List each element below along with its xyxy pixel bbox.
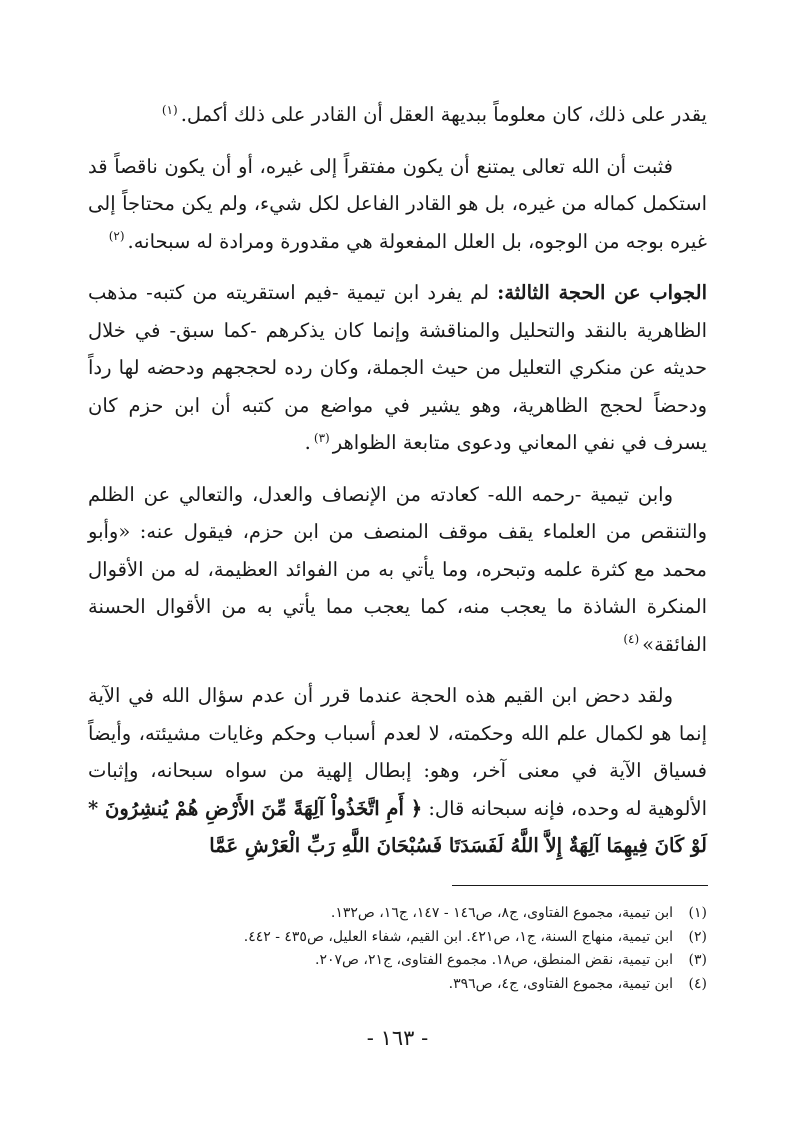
- paragraph-2: [88, 148, 707, 261]
- footnote-text: ابن تيمية، منهاج السنة، ج١، ص٤٢١. ابن القيم، شفاء العليل، ص٤٣٥ - ٤٤٢.: [243, 928, 673, 945]
- footnote-number: (١): [688, 905, 707, 921]
- footnote-item: [88, 973, 707, 997]
- paragraph-2-text: فثبت أن الله تعالى يمتنع أن يكون مفتقراً إلى غيره، أو أن يكون ناقصاً قد استكمل كماله من غيره، بل هو القادر الفاعل لكل شيء، ولم يكن محتاجاً إلى غيره بوجه من الوجوه، بل العلل المفعولة هي مقدورة ومرادة له سبحانه.: [88, 154, 707, 253]
- footnote-item: [88, 902, 707, 926]
- footnote-ref-4[interactable]: (٤): [623, 632, 640, 646]
- page-number: - ١٦٣ -: [366, 1026, 429, 1050]
- footnote-number: (٢): [688, 928, 707, 945]
- paragraph-4: [88, 476, 707, 664]
- paragraph-1: [88, 96, 707, 134]
- section-heading: الجواب عن الحجة الثالثة:: [497, 281, 708, 304]
- main-text: [88, 96, 707, 879]
- quran-verse: ﴿ أَمِ اتَّخَذُواْ آلِهَةً مِّنَ الأَرْضِ هُمْ يُنشِرُونَ * لَوْ كَانَ فِيهِمَا آلِهَةٌ إِلاَّ اللَّهُ لَفَسَدَتَا فَسُبْحَانَ اللَّهِ رَبِّ الْعَرْشِ عَمَّا: [88, 796, 707, 857]
- footnote-number: (٤): [688, 975, 707, 992]
- footnote-divider: [452, 885, 708, 886]
- paragraph-3-tail: .: [304, 431, 311, 454]
- footnote-item: [88, 926, 707, 950]
- footnote-ref-3[interactable]: (٣): [313, 430, 330, 445]
- footnote-ref-2[interactable]: (٢): [108, 229, 125, 243]
- paragraph-5-text: ولقد دحض ابن القيم هذه الحجة عندما قرر أن عدم سؤال الله في الآية إنما هو لكمال علم الله وحكمته، لا لعدم أسباب وحكم وغايات مشيئته، وأيضاً فسياق الآية في معنى آخر، وهو: إبطال إلهية من سواه سبحانه، وإثبات الألوهية له وحده، فإنه سبحانه قال:: [88, 684, 707, 820]
- footnote-number: (٣): [688, 952, 707, 968]
- paragraph-3: [88, 274, 707, 462]
- paragraph-4-text: وابن تيمية -رحمه الله- كعادته من الإنصاف والعدل، والتعالي عن الظلم والتنقص من العلماء يقف موقف المنصف من ابن حزم، فيقول عنه: «وأبو محمد مع كثرة علمه وتبحره، وما يأتي به من الفوائد العظيمة، له من الأقوال المنكرة الشاذة ما يعجب منه، كما يعجب مما يأتي به من الأقوال الحسنة الفائقة»: [88, 482, 707, 656]
- footnote-text: ابن تيمية، مجموع الفتاوى، ج٤، ص٣٩٦.: [448, 975, 673, 992]
- paragraph-3-text: لم يفرد ابن تيمية -فيم استقريته من كتبه- مذهب الظاهرية بالنقد والتحليل والمناقشة وإنما كان يذكرهم -كما سبق- في خلال حديثه عن منكري التعليل من حيث الجملة، وكان رده لحججهم ودحضه لها رداً ودحضاً لحجج الظاهرية، وهو يشير في مواضع من كتبه أن ابن حزم كان يسرف في نفي المعاني ودعوى متابعة الظواهر: [88, 281, 707, 454]
- footnote-text: ابن تيمية، مجموع الفتاوى، ج٨، ص١٤٦ - ١٤٧، ج١٦، ص١٣٢.: [330, 905, 673, 921]
- paragraph-1-text: يقدر على ذلك، كان معلوماً ببديهة العقل أن القادر على ذلك أكمل.: [180, 103, 707, 126]
- footnote-text: ابن تيمية، نقض المنطق، ص١٨. مجموع الفتاوى، ج٢١، ص٢٠٧.: [315, 952, 673, 968]
- paragraph-5: [88, 677, 707, 865]
- footnotes: [88, 902, 707, 996]
- footnote-item: [88, 949, 707, 973]
- footnote-ref-1[interactable]: (١): [161, 102, 178, 117]
